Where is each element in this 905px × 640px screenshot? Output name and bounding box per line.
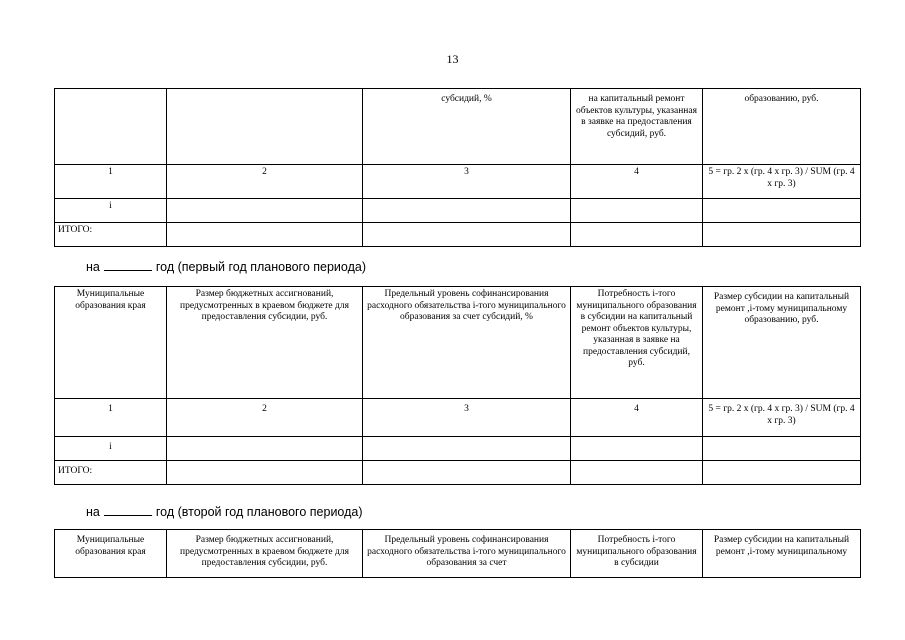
section-heading-first-plan-year: на год (первый год планового периода) bbox=[86, 260, 367, 274]
section-heading-second-plan-year: на год (второй год планового периода) bbox=[86, 505, 363, 519]
header-cell: Потребность i-того муниципального образования в субсидии на капитальный ремонт объектов культуры, указанная в заявке на предоставления субсидий, руб. bbox=[571, 287, 703, 399]
row-index: i bbox=[55, 437, 167, 461]
row-index: i bbox=[55, 199, 167, 223]
header-cell: Муниципальные образования края bbox=[55, 287, 167, 399]
subsidy-table-second-plan-year bbox=[54, 529, 861, 578]
header-cell: Размер субсидии на капитальный ремонт ,i-тому муниципальному bbox=[703, 530, 861, 578]
year-blank bbox=[104, 259, 152, 271]
header-cell bbox=[167, 89, 363, 165]
year-blank bbox=[104, 504, 152, 516]
total-label: ИТОГО: bbox=[55, 461, 167, 485]
column-number: 5 = гр. 2 х (гр. 4 х гр. 3) / SUM (гр. 4 х гр. 3) bbox=[703, 399, 861, 437]
column-number: 4 bbox=[571, 399, 703, 437]
total-row bbox=[55, 461, 861, 485]
subsidy-table-current-year bbox=[54, 88, 861, 247]
page-number: 13 bbox=[446, 52, 459, 66]
table-row bbox=[55, 199, 861, 223]
column-number: 3 bbox=[363, 399, 571, 437]
column-numbers-row bbox=[55, 399, 861, 437]
header-cell: Потребность i-того муниципального образования в субсидии bbox=[571, 530, 703, 578]
table-row bbox=[55, 437, 861, 461]
column-number: 4 bbox=[571, 165, 703, 199]
header-cell: субсидий, % bbox=[363, 89, 571, 165]
column-number: 1 bbox=[55, 399, 167, 437]
column-number: 2 bbox=[167, 399, 363, 437]
header-cell: Размер бюджетных ассигнований, предусмотренных в краевом бюджете для предоставления субсидии, руб. bbox=[167, 287, 363, 399]
column-number: 1 bbox=[55, 165, 167, 199]
header-cell: Предельный уровень софинансирования расходного обязательства i-того муниципального образования за счет bbox=[363, 530, 571, 578]
header-cell: на капитальный ремонт объектов культуры, указанная в заявке на предоставления субсидий, руб. bbox=[571, 89, 703, 165]
table-header-row bbox=[55, 530, 861, 578]
column-number: 2 bbox=[167, 165, 363, 199]
header-cell: Муниципальные образования края bbox=[55, 530, 167, 578]
header-cell: образованию, руб. bbox=[703, 89, 861, 165]
header-cell: Предельный уровень софинансирования расходного обязательства i-того муниципального образования за счет субсидий, % bbox=[363, 287, 571, 399]
header-cell bbox=[55, 89, 167, 165]
total-label: ИТОГО: bbox=[55, 223, 167, 247]
column-number: 3 bbox=[363, 165, 571, 199]
header-cell: Размер бюджетных ассигнований, предусмотренных в краевом бюджете для предоставления субсидии, руб. bbox=[167, 530, 363, 578]
subsidy-table-first-plan-year bbox=[54, 286, 861, 485]
column-numbers-row bbox=[55, 165, 861, 199]
header-cell: Размер субсидии на капитальный ремонт ,i-тому муниципальному образованию, руб. bbox=[703, 287, 861, 399]
table-header-row bbox=[55, 287, 861, 399]
total-row bbox=[55, 223, 861, 247]
column-number: 5 = гр. 2 х (гр. 4 х гр. 3) / SUM (гр. 4 х гр. 3) bbox=[703, 165, 861, 199]
table-header-row bbox=[55, 89, 861, 165]
